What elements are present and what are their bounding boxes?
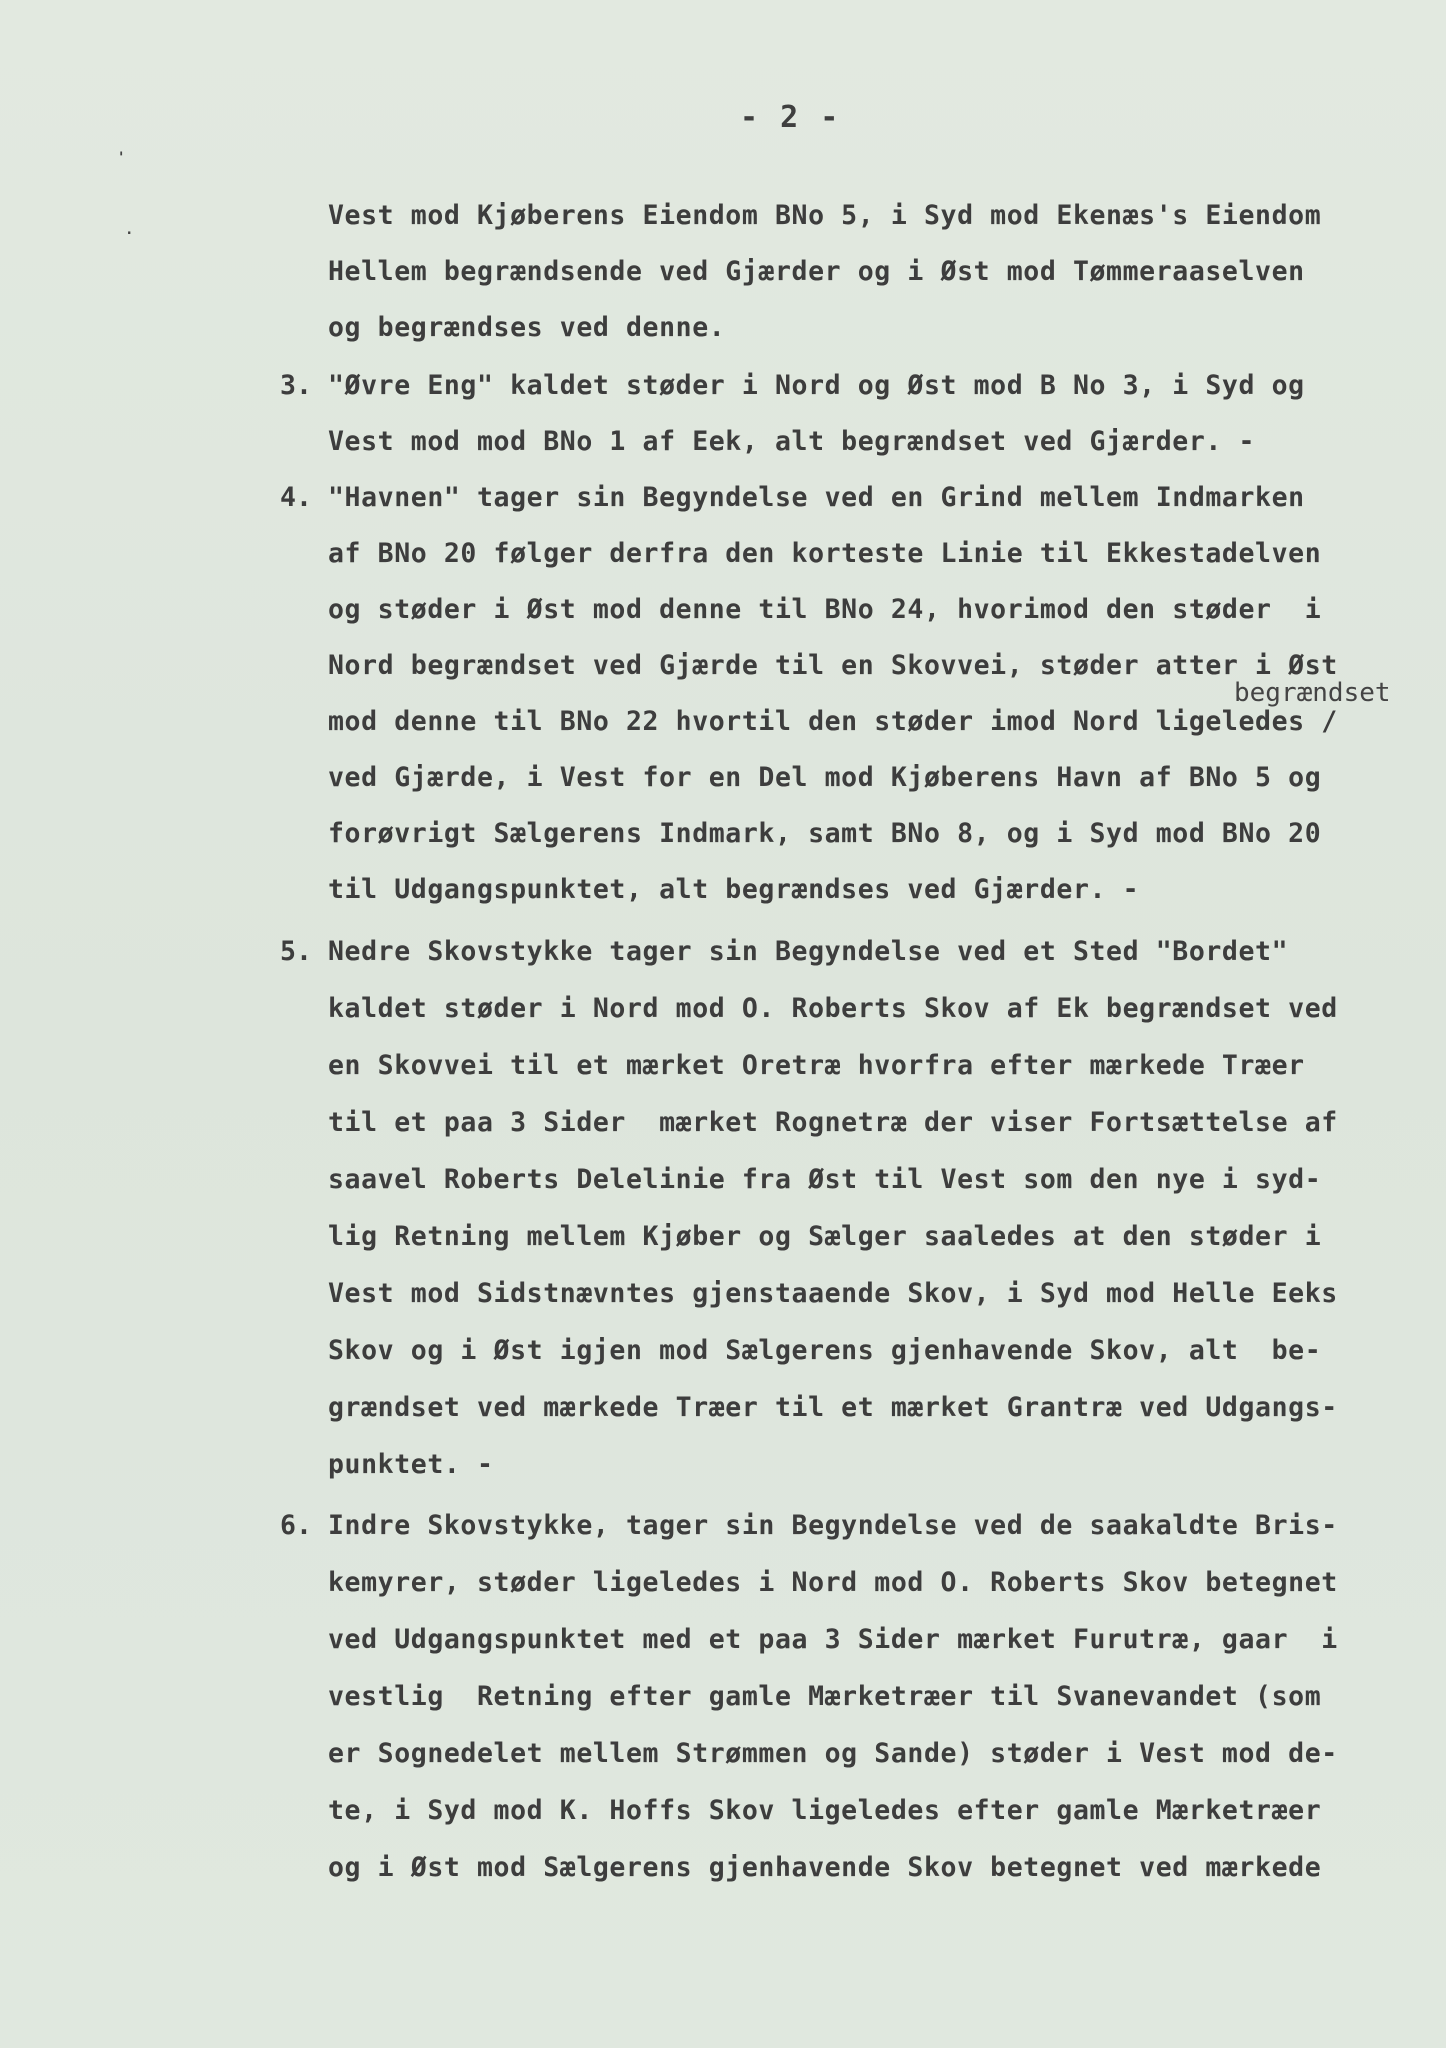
text-line: Vest mod Sidstnævntes gjenstaaende Skov, i Syd mod Helle Eeks	[328, 1278, 1338, 1309]
text-line: Nord begrændset ved Gjærde til en Skovvei, støder atter i Øst	[328, 650, 1338, 681]
text-line: Nedre Skovstykke tager sin Begyndelse ved et Sted "Bordet"	[328, 936, 1289, 967]
text-line: og begrændses ved denne.	[328, 312, 726, 343]
text-line: Hellem begrændsende ved Gjærder og i Øst mod Tømmeraaselven	[328, 256, 1305, 287]
paragraph-number: 5.	[280, 936, 312, 967]
page-number: - 2 -	[740, 100, 841, 135]
text-line: kaldet støder i Nord mod O. Roberts Skov af Ek begrændset ved	[328, 993, 1338, 1024]
paragraph-number: 3.	[280, 370, 312, 401]
text-line: til et paa 3 Sider mærket Rognetræ der viser Fortsættelse af	[328, 1107, 1338, 1138]
text-line: punktet. -	[328, 1449, 494, 1480]
text-line: af BNo 20 følger derfra den korteste Linie til Ekkestadelven	[328, 538, 1322, 569]
handwritten-insertion: begrændset	[1234, 678, 1391, 708]
paragraph-number: 4.	[280, 482, 312, 513]
text-line: forøvrigt Sælgerens Indmark, samt BNo 8, og i Syd mod BNo 20	[328, 818, 1322, 849]
margin-mark: '	[117, 150, 126, 166]
text-line: ved Gjærde, i Vest for en Del mod Kjøberens Havn af BNo 5 og	[328, 762, 1322, 793]
text-line: ved Udgangspunktet med et paa 3 Sider mærket Furutræ, gaar i	[328, 1624, 1338, 1655]
text-line: er Sognedelet mellem Strømmen og Sande) støder i Vest mod de-	[328, 1738, 1338, 1769]
text-line: lig Retning mellem Kjøber og Sælger saaledes at den støder i	[328, 1221, 1322, 1252]
paragraph-number: 6.	[280, 1510, 312, 1541]
text-line: "Havnen" tager sin Begyndelse ved en Grind mellem Indmarken	[328, 482, 1305, 513]
text-line: grændset ved mærkede Træer til et mærket Grantræ ved Udgangs-	[328, 1392, 1338, 1423]
text-line: Vest mod Kjøberens Eiendom BNo 5, i Syd mod Ekenæs's Eiendom	[328, 200, 1322, 231]
text-line: kemyrer, støder ligeledes i Nord mod O. Roberts Skov betegnet	[328, 1567, 1338, 1598]
text-line: "Øvre Eng" kaldet støder i Nord og Øst mod B No 3, i Syd og	[328, 370, 1305, 401]
text-line: en Skovvei til et mærket Oretræ hvorfra efter mærkede Træer	[328, 1050, 1305, 1081]
text-line: mod denne til BNo 22 hvortil den støder imod Nord ligeledes /	[328, 706, 1338, 737]
text-line: og i Øst mod Sælgerens gjenhavende Skov betegnet ved mærkede	[328, 1852, 1322, 1883]
text-line: og støder i Øst mod denne til BNo 24, hvorimod den støder i	[328, 594, 1322, 625]
text-line: vestlig Retning efter gamle Mærketræer til Svanevandet (som	[328, 1681, 1322, 1712]
text-line: Indre Skovstykke, tager sin Begyndelse ved de saakaldte Bris-	[328, 1510, 1338, 1541]
text-line: til Udgangspunktet, alt begrændses ved Gjærder. -	[328, 874, 1140, 905]
text-line: Vest mod mod BNo 1 af Eek, alt begrændset ved Gjærder. -	[328, 426, 1256, 457]
text-line: Skov og i Øst igjen mod Sælgerens gjenhavende Skov, alt be-	[328, 1335, 1322, 1366]
text-line: saavel Roberts Delelinie fra Øst til Vest som den nye i syd-	[328, 1164, 1322, 1195]
margin-mark: .	[125, 222, 134, 238]
text-line: te, i Syd mod K. Hoffs Skov ligeledes efter gamle Mærketræer	[328, 1795, 1322, 1826]
